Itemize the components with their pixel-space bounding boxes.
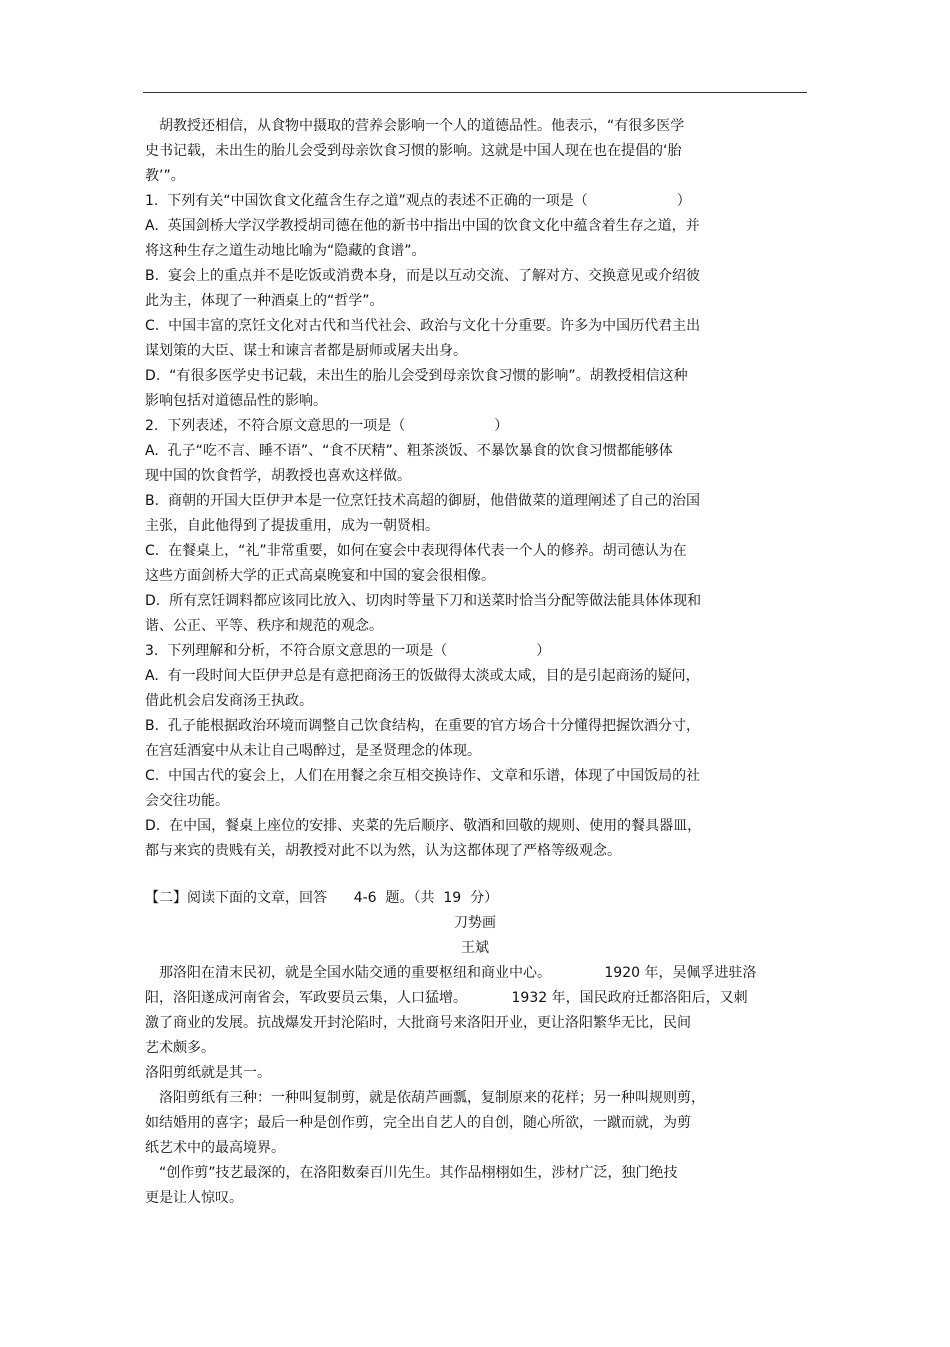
question-1-option-a-cont: 将这种生存之道生动地比喻为“隐藏的食谱”。 — [145, 243, 426, 259]
question-1-option-c: C. 中国丰富的烹饪文化对古代和当代社会、政治与文化十分重要。许多为中国历代君主出 — [145, 318, 701, 334]
question-1-option-a: A. 英国剑桥大学汉学教授胡司德在他的新书中指出中国的饮食文化中蕴含着生存之道，并 — [145, 218, 700, 234]
article-paragraph-1-line: 那洛阳在清末民初，就是全国水陆交通的重要枢纽和商业中心。 1920 年，吴佩孚进驻洛 — [159, 965, 757, 981]
question-2-option-c: C. 在餐桌上，“礼”非常重要，如何在宴会中表现得体代表一个人的修养。胡司德认为在 — [145, 543, 687, 559]
article-author: 王斌 — [461, 940, 489, 956]
passage-line: 史书记载，未出生的胎儿会受到母亲饮食习惯的影响。这就是中国人现在也在提倡的‘胎 — [145, 143, 682, 159]
section-spacer — [145, 864, 805, 886]
question-1-option-c-cont: 谋划策的大臣、谋士和谏言者都是厨师或屠夫出身。 — [145, 343, 467, 359]
question-3-option-a: A. 有一段时间大臣伊尹总是有意把商汤王的饭做得太淡或太咸，目的是引起商汤的疑问， — [145, 668, 700, 684]
article-paragraph-4-line: 更是让人惊叹。 — [145, 1190, 243, 1206]
question-3-option-a-cont: 借此机会启发商汤王执政。 — [145, 693, 313, 709]
question-1-stem: 1. 下列有关“中国饮食文化蕴含生存之道”观点的表述不正确的一项是（ ） — [145, 193, 691, 209]
section-2-heading: 【二】阅读下面的文章，回答 4-6 题。（共 19 分） — [145, 890, 499, 906]
document-page — [145, 114, 805, 1211]
question-2-stem: 2. 下列表述，不符合原文意思的一项是（ ） — [145, 418, 509, 434]
article-paragraph-1-line: 艺术颇多。 — [145, 1040, 215, 1056]
article-paragraph-1-line: 激了商业的发展。抗战爆发开封沦陷时，大批商号来洛阳开业，更让洛阳繁华无比，民间 — [145, 1015, 691, 1031]
question-1-option-d-cont: 影响包括对道德品性的影响。 — [145, 393, 327, 409]
question-2-option-d: D. 所有烹饪调料都应该同比放入、切肉时等量下刀和送菜时恰当分配等做法能具体体现和 — [145, 593, 702, 609]
article-paragraph-3-line: 洛阳剪纸有三种：一种叫复制剪，就是依葫芦画瓢，复制原来的花样；另一种叫规则剪， — [159, 1090, 705, 1106]
question-3-option-d-cont: 都与来宾的贵贱有关，胡教授对此不以为然，认为这都体现了严格等级观念。 — [145, 843, 621, 859]
question-3-option-d: D. 在中国，餐桌上座位的安排、夹菜的先后顺序、敬酒和回敬的规则、使用的餐具器皿， — [145, 818, 702, 834]
question-1-option-b-cont: 此为主，体现了一种酒桌上的“哲学”。 — [145, 293, 384, 309]
question-3-option-c-cont: 会交往功能。 — [145, 793, 229, 809]
question-1-option-b: B. 宴会上的重点并不是吃饭或消费本身，而是以互动交流、了解对方、交换意见或介绍彼 — [145, 268, 700, 284]
question-3-option-c: C. 中国古代的宴会上，人们在用餐之余互相交换诗作、文章和乐谱，体现了中国饭局的社 — [145, 768, 701, 784]
passage-line: 胡教授还相信，从食物中摄取的营养会影响一个人的道德品性。他表示，“有很多医学 — [159, 118, 685, 134]
question-2-option-b-cont: 主张，自此他得到了提拔重用，成为一朝贤相。 — [145, 518, 439, 534]
question-3-option-b-cont: 在宫廷酒宴中从未让自己喝醉过，是圣贤理念的体现。 — [145, 743, 481, 759]
question-2-option-d-cont: 谐、公正、平等、秩序和规范的观念。 — [145, 618, 383, 634]
question-2-option-a: A. 孔子“吃不言、睡不语”、“食不厌精”、粗茶淡饭、不暴饮暴食的饮食习惯都能够体 — [145, 443, 673, 459]
article-paragraph-3-line: 纸艺术中的最高境界。 — [145, 1140, 285, 1156]
article-paragraph-3-line: 如结婚用的喜字；最后一种是创作剪，完全出自艺人的自创，随心所欲，一蹴而就，为剪 — [145, 1115, 691, 1131]
question-3-stem: 3. 下列理解和分析，不符合原文意思的一项是（ ） — [145, 643, 551, 659]
question-3-option-b: B. 孔子能根据政治环境而调整自己饮食结构，在重要的官方场合十分懂得把握饮酒分寸， — [145, 718, 700, 734]
article-title: 刀势画 — [454, 915, 496, 931]
question-2-option-a-cont: 现中国的饮食哲学，胡教授也喜欢这样做。 — [145, 468, 411, 484]
header-rule — [143, 92, 807, 93]
article-paragraph-1-line: 阳，洛阳遂成河南省会，军政要员云集，人口猛增。 1932 年，国民政府迁都洛阳后，又刺 — [145, 990, 748, 1006]
article-paragraph-4-line: “创作剪”技艺最深的，在洛阳数秦百川先生。其作品栩栩如生，涉材广泛，独门绝技 — [159, 1165, 678, 1181]
passage-line: 教’”。 — [145, 168, 185, 184]
article-paragraph-2-line: 洛阳剪纸就是其一。 — [145, 1065, 271, 1081]
question-1-option-d: D. “有很多医学史书记载，未出生的胎儿会受到母亲饮食习惯的影响”。胡教授相信这种 — [145, 368, 688, 384]
question-2-option-c-cont: 这些方面剑桥大学的正式高桌晚宴和中国的宴会很相像。 — [145, 568, 495, 584]
question-2-option-b: B. 商朝的开国大臣伊尹本是一位烹饪技术高超的御厨，他借做菜的道理阐述了自己的治国 — [145, 493, 700, 509]
